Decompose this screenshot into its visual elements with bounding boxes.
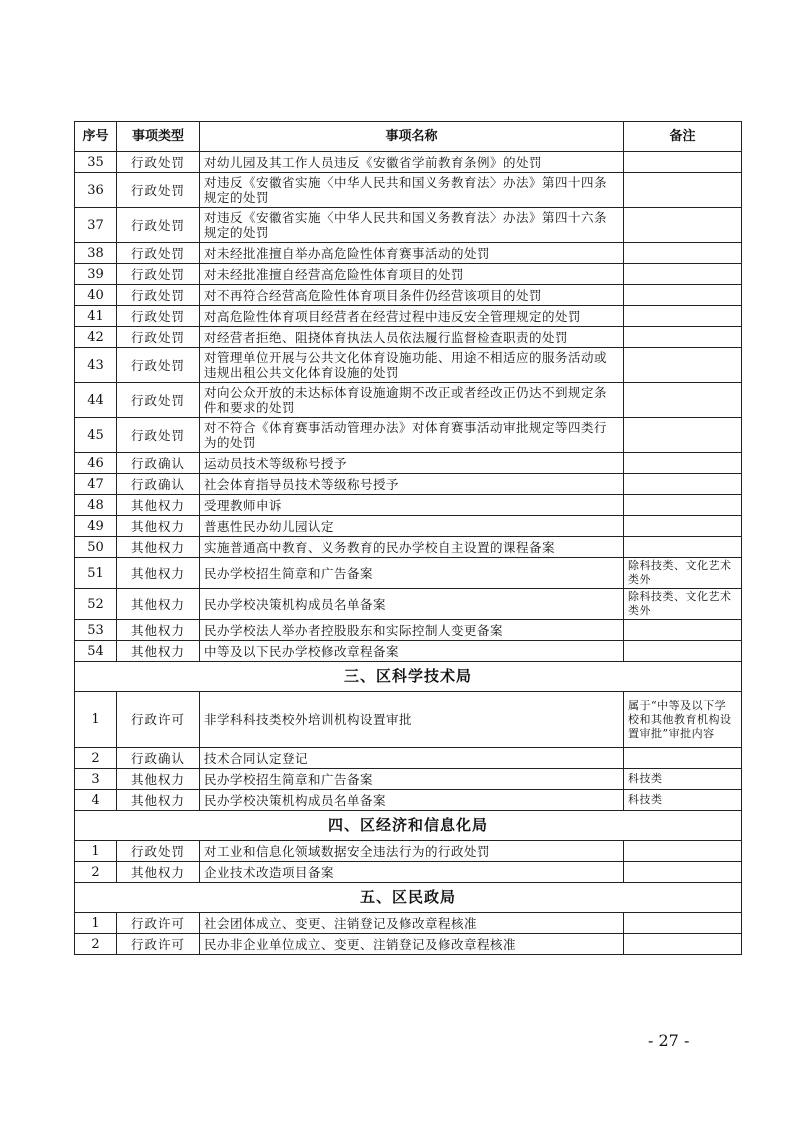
cell-note	[624, 264, 742, 285]
cell-seq: 45	[75, 418, 117, 453]
cell-seq: 47	[75, 474, 117, 495]
table-row	[75, 790, 742, 811]
cell-note	[624, 285, 742, 306]
cell-seq: 44	[75, 383, 117, 418]
table-row	[75, 495, 742, 516]
cell-name: 对高危险性体育项目经营者在经营过程中违反安全管理规定的处罚	[200, 306, 624, 327]
cell-note	[624, 383, 742, 418]
cell-note	[624, 748, 742, 769]
cell-note	[624, 620, 742, 641]
cell-type: 行政确认	[117, 748, 200, 769]
table-header-row	[75, 122, 742, 152]
cell-type: 行政处罚	[117, 243, 200, 264]
table-row	[75, 913, 742, 934]
cell-name: 中等及以下民办学校修改章程备案	[200, 641, 624, 662]
cell-name: 民办学校法人举办者控股股东和实际控制人变更备案	[200, 620, 624, 641]
cell-note	[624, 537, 742, 558]
table-row	[75, 383, 742, 418]
table-row	[75, 934, 742, 955]
cell-note	[624, 841, 742, 862]
cell-seq: 43	[75, 348, 117, 383]
cell-name: 非学科科技类校外培训机构设置审批	[200, 692, 624, 748]
cell-name: 对向公众开放的未达标体育设施逾期不改正或者经改正仍达不到规定条件和要求的处罚	[200, 383, 624, 418]
cell-type: 其他权力	[117, 790, 200, 811]
cell-name: 普惠性民办幼儿园认定	[200, 516, 624, 537]
table-row	[75, 692, 742, 748]
cell-name: 对未经批准擅自经营高危险性体育项目的处罚	[200, 264, 624, 285]
cell-name: 对未经批准擅自举办高危险性体育赛事活动的处罚	[200, 243, 624, 264]
cell-name: 对违反《安徽省实施〈中华人民共和国义务教育法〉办法》第四十四条规定的处罚	[200, 173, 624, 208]
table-row	[75, 152, 742, 173]
cell-type: 行政处罚	[117, 841, 200, 862]
cell-note	[624, 934, 742, 955]
table-row	[75, 748, 742, 769]
table-row	[75, 173, 742, 208]
cell-name: 民办学校决策机构成员名单备案	[200, 790, 624, 811]
cell-note	[624, 152, 742, 173]
cell-note	[624, 243, 742, 264]
cell-seq: 2	[75, 934, 117, 955]
header-type: 事项类型	[117, 122, 200, 152]
table-row	[75, 453, 742, 474]
cell-type: 行政处罚	[117, 348, 200, 383]
cell-name: 对不符合《体育赛事活动管理办法》对体育赛事活动审批规定等四类行为的处罚	[200, 418, 624, 453]
cell-seq: 52	[75, 589, 117, 620]
cell-note: 科技类	[624, 790, 742, 811]
cell-type: 其他权力	[117, 495, 200, 516]
cell-note	[624, 453, 742, 474]
cell-type: 行政处罚	[117, 264, 200, 285]
header-name: 事项名称	[200, 122, 624, 152]
cell-type: 行政处罚	[117, 306, 200, 327]
cell-type: 其他权力	[117, 537, 200, 558]
page-number: - 27 -	[648, 1031, 690, 1050]
cell-type: 行政确认	[117, 453, 200, 474]
cell-seq: 54	[75, 641, 117, 662]
header-note: 备注	[624, 122, 742, 152]
cell-note	[624, 495, 742, 516]
table-row	[75, 620, 742, 641]
cell-name: 社会体育指导员技术等级称号授予	[200, 474, 624, 495]
cell-name: 对幼儿园及其工作人员违反《安徽省学前教育条例》的处罚	[200, 152, 624, 173]
cell-name: 对违反《安徽省实施〈中华人民共和国义务教育法〉办法》第四十六条规定的处罚	[200, 208, 624, 243]
cell-name: 对经营者拒绝、阻挠体育执法人员依法履行监督检查职责的处罚	[200, 327, 624, 348]
cell-name: 社会团体成立、变更、注销登记及修改章程核准	[200, 913, 624, 934]
cell-name: 技术合同认定登记	[200, 748, 624, 769]
table-row	[75, 327, 742, 348]
cell-seq: 42	[75, 327, 117, 348]
cell-type: 行政处罚	[117, 285, 200, 306]
cell-seq: 2	[75, 862, 117, 883]
cell-name: 实施普通高中教育、义务教育的民办学校自主设置的课程备案	[200, 537, 624, 558]
cell-note: 属于“中等及以下学校和其他教育机构设置审批”审批内容	[624, 692, 742, 748]
cell-seq: 50	[75, 537, 117, 558]
cell-type: 其他权力	[117, 558, 200, 589]
section-heading-row	[75, 662, 742, 692]
cell-seq: 3	[75, 769, 117, 790]
cell-type: 行政处罚	[117, 383, 200, 418]
cell-note	[624, 418, 742, 453]
cell-seq: 39	[75, 264, 117, 285]
table-row	[75, 862, 742, 883]
cell-note: 科技类	[624, 769, 742, 790]
table-row	[75, 264, 742, 285]
cell-note	[624, 641, 742, 662]
cell-seq: 41	[75, 306, 117, 327]
table-row	[75, 306, 742, 327]
cell-name: 对工业和信息化领域数据安全违法行为的行政处罚	[200, 841, 624, 862]
cell-seq: 53	[75, 620, 117, 641]
cell-seq: 37	[75, 208, 117, 243]
cell-type: 其他权力	[117, 589, 200, 620]
cell-name: 对不再符合经营高危险性体育项目条件仍经营该项目的处罚	[200, 285, 624, 306]
header-seq: 序号	[75, 122, 117, 152]
power-list-table	[74, 121, 742, 955]
cell-seq: 4	[75, 790, 117, 811]
section-heading-row	[75, 811, 742, 841]
cell-note: 除科技类、文化艺术类外	[624, 558, 742, 589]
section-heading: 三、区科学技术局	[75, 662, 742, 692]
cell-name: 民办学校招生简章和广告备案	[200, 558, 624, 589]
cell-seq: 51	[75, 558, 117, 589]
cell-name: 受理教师申诉	[200, 495, 624, 516]
cell-type: 行政处罚	[117, 152, 200, 173]
table-row	[75, 841, 742, 862]
table-row	[75, 589, 742, 620]
cell-type: 行政处罚	[117, 208, 200, 243]
table-row	[75, 558, 742, 589]
cell-note	[624, 348, 742, 383]
cell-note	[624, 208, 742, 243]
cell-type: 行政处罚	[117, 327, 200, 348]
cell-seq: 48	[75, 495, 117, 516]
cell-seq: 38	[75, 243, 117, 264]
table-row	[75, 641, 742, 662]
section-heading-row	[75, 883, 742, 913]
cell-seq: 1	[75, 913, 117, 934]
cell-seq: 46	[75, 453, 117, 474]
table-row	[75, 243, 742, 264]
cell-seq: 2	[75, 748, 117, 769]
cell-name: 民办非企业单位成立、变更、注销登记及修改章程核准	[200, 934, 624, 955]
cell-type: 其他权力	[117, 862, 200, 883]
section-heading: 五、区民政局	[75, 883, 742, 913]
table-row	[75, 769, 742, 790]
cell-name: 民办学校招生简章和广告备案	[200, 769, 624, 790]
table-row	[75, 285, 742, 306]
cell-seq: 49	[75, 516, 117, 537]
table-row	[75, 516, 742, 537]
cell-name: 企业技术改造项目备案	[200, 862, 624, 883]
cell-type: 其他权力	[117, 516, 200, 537]
cell-type: 行政确认	[117, 474, 200, 495]
cell-type: 其他权力	[117, 769, 200, 790]
cell-note: 除科技类、文化艺术类外	[624, 589, 742, 620]
table-row	[75, 474, 742, 495]
cell-type: 其他权力	[117, 641, 200, 662]
cell-seq: 1	[75, 841, 117, 862]
cell-seq: 36	[75, 173, 117, 208]
cell-type: 行政许可	[117, 934, 200, 955]
cell-note	[624, 913, 742, 934]
section-heading: 四、区经济和信息化局	[75, 811, 742, 841]
cell-seq: 1	[75, 692, 117, 748]
table-row	[75, 537, 742, 558]
cell-note	[624, 516, 742, 537]
cell-seq: 40	[75, 285, 117, 306]
cell-type: 行政许可	[117, 913, 200, 934]
cell-note	[624, 173, 742, 208]
cell-note	[624, 306, 742, 327]
cell-type: 行政处罚	[117, 173, 200, 208]
table-row	[75, 348, 742, 383]
table-row	[75, 418, 742, 453]
cell-type: 行政处罚	[117, 418, 200, 453]
cell-type: 其他权力	[117, 620, 200, 641]
table-row	[75, 208, 742, 243]
cell-type: 行政许可	[117, 692, 200, 748]
cell-note	[624, 862, 742, 883]
cell-name: 对管理单位开展与公共文化体育设施功能、用途不相适应的服务活动或违规出租公共文化体育设施的处罚	[200, 348, 624, 383]
cell-note	[624, 474, 742, 495]
cell-note	[624, 327, 742, 348]
cell-name: 运动员技术等级称号授予	[200, 453, 624, 474]
cell-name: 民办学校决策机构成员名单备案	[200, 589, 624, 620]
cell-seq: 35	[75, 152, 117, 173]
